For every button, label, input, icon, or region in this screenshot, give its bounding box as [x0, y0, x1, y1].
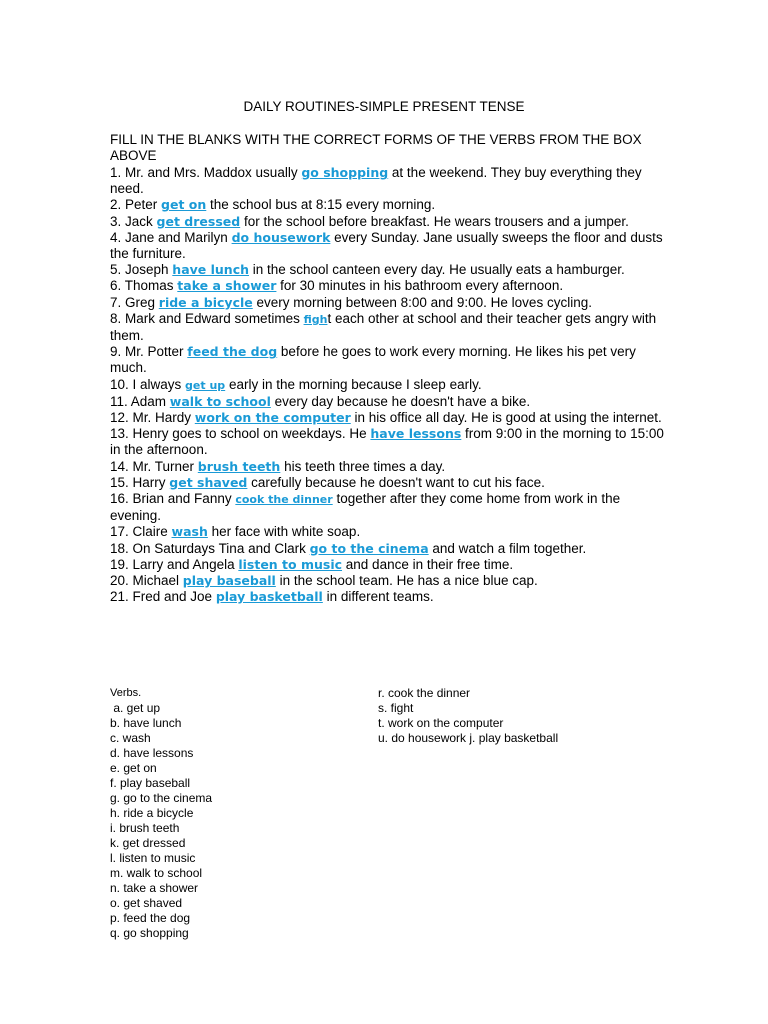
verb-item: l. listen to music	[110, 851, 196, 865]
answer-link[interactable]: go shopping	[301, 165, 389, 180]
question: 20. Michael play baseball in the school team. He has a nice blue cap.	[110, 573, 538, 589]
verb-item: e. get on	[110, 761, 157, 775]
question: 5. Joseph have lunch in the school canteen every day. He usually eats a hamburger.	[110, 262, 625, 278]
verb-item: p. feed the dog	[110, 911, 191, 925]
verb-item: u. do housework j. play basketball	[378, 731, 559, 745]
answer-link[interactable]: cook the dinner	[235, 493, 333, 507]
question: 18. On Saturdays Tina and Clark go to the cinema and watch a film together.	[110, 540, 587, 556]
answer-link[interactable]: feed the dog	[187, 344, 278, 360]
question: 11. Adam walk to school every day because he doesn't have a bike.	[110, 393, 531, 409]
verb-item: f. play baseball	[110, 776, 191, 790]
answer-link[interactable]: listen to music	[238, 556, 343, 572]
answer-link[interactable]: do housework	[231, 229, 331, 245]
question: 10. I always get up early in the morning because I sleep early.	[110, 376, 482, 392]
verb-item: c. wash	[110, 731, 151, 745]
verb-item: g. go to the cinema	[110, 791, 213, 805]
verb-item: h. ride a bicycle	[110, 806, 194, 820]
page-title: DAILY ROUTINES-SIMPLE PRESENT TENSE	[243, 99, 525, 114]
answer-link[interactable]: wash	[171, 524, 208, 540]
question-list	[110, 165, 670, 605]
answer-link[interactable]: play baseball	[182, 573, 276, 589]
answer-link[interactable]: have lessons	[370, 426, 462, 442]
question: 6. Thomas take a shower for 30 minutes in his bathroom every afternoon.	[110, 278, 564, 294]
question: 1. Mr. and Mrs. Maddox usually go shopping at the weekend. They buy everything they need.	[110, 165, 642, 197]
verb-item: s. fight	[378, 701, 414, 715]
answer-link[interactable]: walk to school	[169, 393, 271, 409]
verb-item: i. brush teeth	[110, 821, 180, 835]
question: 4. Jane and Marilyn do housework every Sunday. Jane usually sweeps the floor and dusts the furniture.	[110, 229, 663, 262]
answer-link[interactable]: take a shower	[177, 278, 277, 294]
question: 13. Henry goes to school on weekdays. He have lessons from 9:00 in the morning to 15:00 in the afternoon.	[110, 426, 664, 458]
question: 7. Greg ride a bicycle every morning between 8:00 and 9:00. He loves cycling.	[110, 294, 592, 310]
answer-link[interactable]: work on the computer	[194, 410, 351, 426]
question: 8. Mark and Edward sometimes fight each other at school and their teacher gets angry with them.	[110, 310, 657, 344]
verb-item: a. get up	[110, 701, 161, 715]
verb-item: r. cook the dinner	[378, 686, 471, 700]
answer-link[interactable]: get shaved	[169, 474, 248, 490]
instructions: FILL IN THE BLANKS WITH THE CORRECT FORMS OF THE VERBS FROM THE BOX ABOVE	[110, 132, 642, 164]
verb-box-left	[110, 686, 350, 941]
question: 9. Mr. Potter feed the dog before he goes to work every morning. He likes his pet very much.	[110, 344, 636, 376]
question: 12. Mr. Hardy work on the computer in his office all day. He is good at using the internet.	[110, 410, 662, 426]
question: 17. Claire wash her face with white soap.	[110, 524, 361, 540]
question: 16. Brian and Fanny cook the dinner together after they come home from work in the evening.	[110, 491, 621, 524]
answer-link[interactable]: play basketball	[215, 589, 323, 605]
verb-box-right	[378, 686, 678, 746]
verbs-heading: Verbs.	[110, 687, 142, 699]
verb-item: t. work on the computer	[378, 716, 504, 730]
question: 14. Mr. Turner brush teeth his teeth three times a day.	[110, 458, 446, 474]
question: 3. Jack get dressed for the school before breakfast. He wears trousers and a jumper.	[110, 213, 629, 229]
answer-link[interactable]: brush teeth	[197, 458, 281, 474]
answer-link[interactable]: get dressed	[156, 213, 241, 229]
answer-link[interactable]: figh	[303, 312, 328, 326]
answer-link[interactable]: get up	[185, 378, 226, 392]
verb-item: m. walk to school	[110, 866, 203, 880]
answer-link[interactable]: get on	[161, 197, 207, 213]
question: 21. Fred and Joe play basketball in different teams.	[110, 589, 434, 605]
verb-item: k. get dressed	[110, 836, 186, 850]
question: 19. Larry and Angela listen to music and dance in their free time.	[110, 556, 514, 572]
verb-item: q. go shopping	[110, 926, 189, 940]
question: 15. Harry get shaved carefully because he doesn't want to cut his face.	[110, 474, 545, 490]
answer-link[interactable]: have lunch	[172, 262, 249, 278]
answer-link[interactable]: ride a bicycle	[158, 294, 253, 310]
answer-link[interactable]: go to the cinema	[309, 540, 429, 556]
verb-item: d. have lessons	[110, 746, 194, 760]
verb-item: o. get shaved	[110, 896, 183, 910]
verb-item: n. take a shower	[110, 881, 199, 895]
verb-item: b. have lunch	[110, 716, 182, 730]
question: 2. Peter get on the school bus at 8:15 every morning.	[110, 197, 436, 213]
